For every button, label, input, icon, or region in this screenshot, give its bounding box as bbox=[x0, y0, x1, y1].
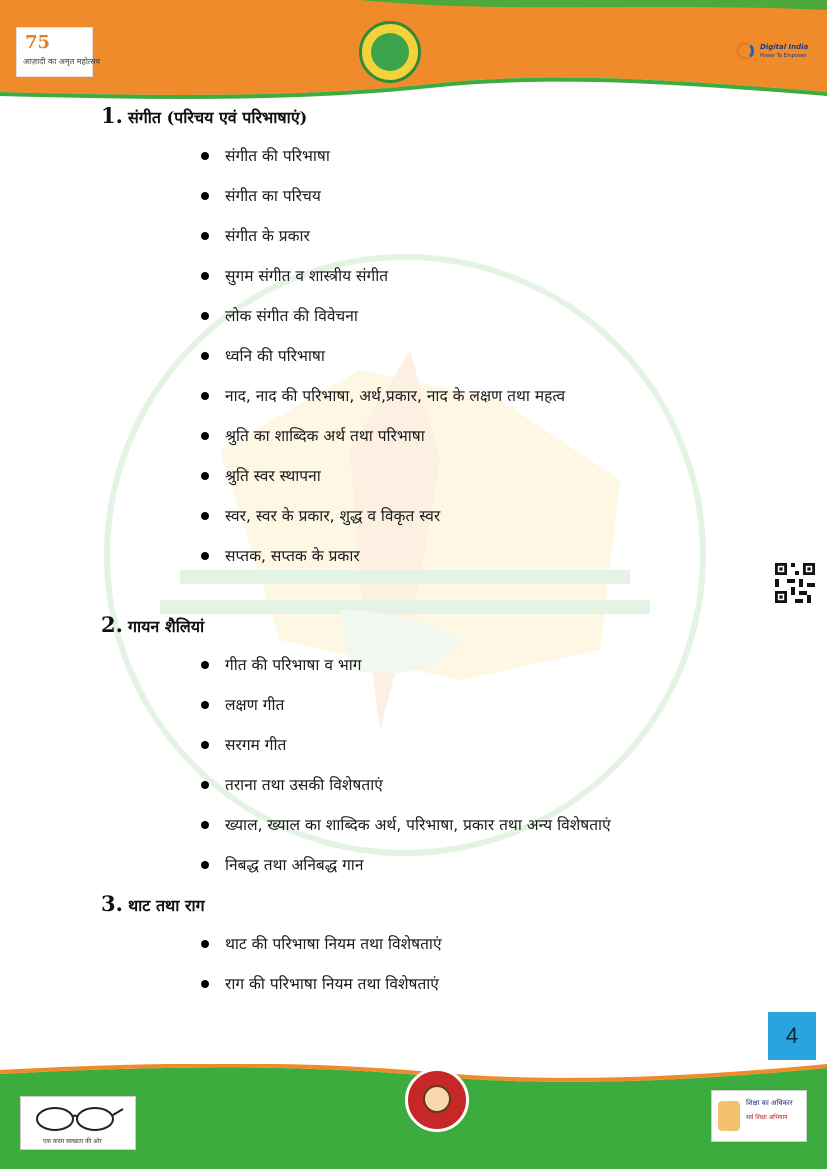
list-item: गीत की परिभाषा व भाग bbox=[200, 653, 611, 693]
bullet-icon bbox=[201, 980, 209, 988]
list-item: श्रुति स्वर स्थापना bbox=[200, 464, 565, 504]
digital-india-icon bbox=[736, 42, 754, 60]
bullet-icon bbox=[201, 312, 209, 320]
bullet-icon bbox=[201, 701, 209, 709]
section-title: थाट तथा राग bbox=[127, 896, 205, 915]
section-number: 1. bbox=[101, 103, 123, 128]
bullet-icon bbox=[201, 272, 209, 280]
list-item: ख्याल, ख्याल का शाब्दिक अर्थ, परिभाषा, प्रकार तथा अन्य विशेषताएं bbox=[200, 813, 611, 853]
bullet-icon bbox=[201, 512, 209, 520]
shiksha-logo-subtitle: सर्व शिक्षा अभियान bbox=[746, 1114, 788, 1121]
list-item: लोक संगीत की विवेचना bbox=[200, 304, 565, 344]
section-title: संगीत (परिचय एवं परिभाषाएं) bbox=[127, 108, 308, 127]
bullet-icon bbox=[201, 352, 209, 360]
glasses-icon bbox=[31, 1105, 125, 1133]
azadi-ka-amrit-mahotsav-logo bbox=[16, 27, 101, 77]
swachh-bharat-text: एक कदम स्वच्छता की ओर bbox=[43, 1138, 102, 1145]
list-item: लक्षण गीत bbox=[200, 693, 611, 733]
bullet-icon bbox=[201, 821, 209, 829]
bullet-icon bbox=[201, 472, 209, 480]
bullet-icon bbox=[201, 392, 209, 400]
bullet-icon bbox=[201, 781, 209, 789]
section-number: 2. bbox=[101, 612, 123, 637]
bullet-icon bbox=[201, 741, 209, 749]
digital-india-logo bbox=[736, 40, 808, 66]
list-item: सुगम संगीत व शास्त्रीय संगीत bbox=[200, 264, 565, 304]
list-item: नाद, नाद की परिभाषा, अर्थ,प्रकार, नाद के लक्षण तथा महत्व bbox=[200, 384, 565, 424]
page-header bbox=[0, 0, 827, 100]
beti-bachao-beti-padhao-logo bbox=[405, 1068, 469, 1132]
shiksha-logo-title: शिक्षा का अधिकार bbox=[746, 1099, 793, 1107]
bullet-icon bbox=[201, 552, 209, 560]
board-emblem-inner bbox=[371, 33, 409, 71]
digital-india-text: Digital India bbox=[760, 43, 809, 51]
bullet-icon bbox=[201, 661, 209, 669]
section-3-list bbox=[200, 932, 442, 1012]
bullet-icon bbox=[201, 940, 209, 948]
bullet-icon bbox=[201, 152, 209, 160]
board-emblem-logo bbox=[359, 21, 421, 83]
child-reading-icon bbox=[718, 1101, 740, 1131]
azadi-logo-text: आज़ादी का अमृत महोत्सव bbox=[23, 57, 101, 66]
list-item: थाट की परिभाषा नियम तथा विशेषताएं bbox=[200, 932, 442, 972]
section-heading-3 bbox=[101, 891, 205, 916]
list-item: स्वर, स्वर के प्रकार, शुद्ध व विकृत स्वर bbox=[200, 504, 565, 544]
qr-code-icon[interactable] bbox=[775, 563, 815, 603]
page-footer bbox=[0, 1064, 827, 1169]
list-item: श्रुति का शाब्दिक अर्थ तथा परिभाषा bbox=[200, 424, 565, 464]
list-item: ध्वनि की परिभाषा bbox=[200, 344, 565, 384]
page-number: 4 bbox=[768, 1012, 816, 1060]
list-item: तराना तथा उसकी विशेषताएं bbox=[200, 773, 611, 813]
swachh-bharat-logo bbox=[20, 1096, 136, 1150]
section-2-list bbox=[200, 653, 611, 893]
list-item: सप्तक, सप्तक के प्रकार bbox=[200, 544, 565, 584]
section-1-list bbox=[200, 144, 565, 584]
bullet-icon bbox=[201, 432, 209, 440]
bullet-icon bbox=[201, 192, 209, 200]
bullet-icon bbox=[201, 861, 209, 869]
list-item: संगीत का परिचय bbox=[200, 184, 565, 224]
section-heading-2 bbox=[101, 612, 204, 637]
section-heading-1 bbox=[101, 103, 307, 128]
section-number: 3. bbox=[101, 891, 123, 916]
section-title: गायन शैलियां bbox=[127, 617, 205, 636]
list-item: संगीत के प्रकार bbox=[200, 224, 565, 264]
azadi-logo-number: 75 bbox=[25, 32, 51, 53]
list-item: सरगम गीत bbox=[200, 733, 611, 773]
list-item: संगीत की परिभाषा bbox=[200, 144, 565, 184]
shiksha-ka-adhikar-logo bbox=[711, 1090, 807, 1142]
list-item: निबद्ध तथा अनिबद्ध गान bbox=[200, 853, 611, 893]
bullet-icon bbox=[201, 232, 209, 240]
girl-face-icon bbox=[423, 1085, 451, 1113]
list-item: राग की परिभाषा नियम तथा विशेषताएं bbox=[200, 972, 442, 1012]
digital-india-subtext: Power To Empower bbox=[760, 53, 808, 59]
